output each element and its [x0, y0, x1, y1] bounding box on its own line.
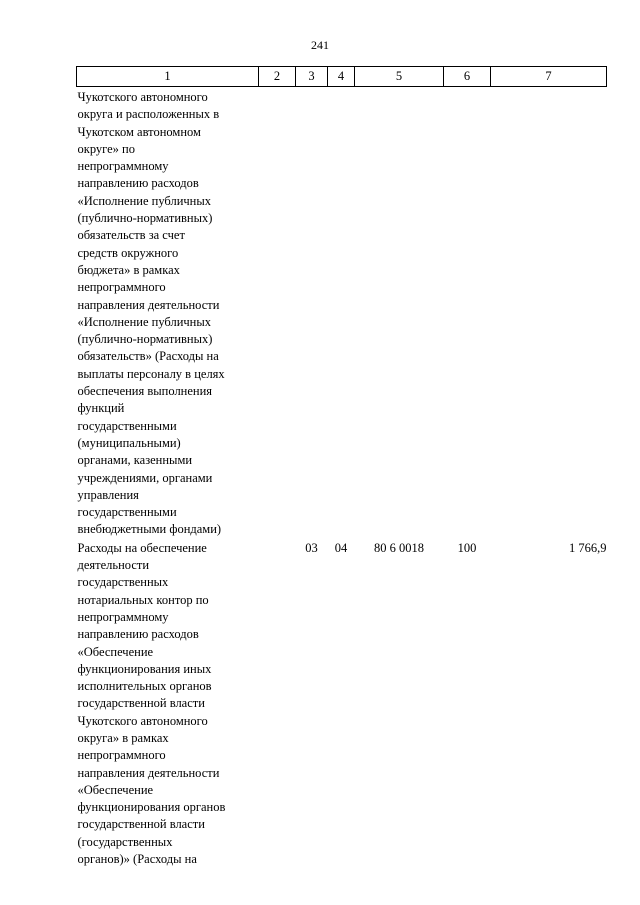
table-body [77, 87, 607, 869]
table-row [77, 539, 607, 869]
row-ministry [259, 539, 296, 869]
row-description: Чукотского автономного округа и расположенных в Чукотском автономном округе» по непрограммному направлению расходов «Исполнение публичных (публично-нормативных) обязательств за счет средств окружного бюджета» в рамках непрограммного направления деятельности «Исполнение публичных (публично-нормативных) обязательств» (Расходы на выплаты персоналу в целях обеспечения выполнения функций государственными (муниципальными) органами, казенными учреждениями, органами управления государственными внебюджетными фондами) [77, 90, 225, 537]
row-amount: 1 766,9 [569, 540, 607, 555]
header-row [77, 67, 607, 87]
row-amount [491, 87, 607, 539]
row-expense-type: 100 [457, 540, 477, 555]
row-target-article [355, 87, 444, 539]
row-expense-type [444, 87, 491, 539]
header-col-6: 6 [444, 67, 491, 87]
row-section [296, 87, 328, 539]
header-col-3: 3 [296, 67, 328, 87]
row-section: 03 [305, 540, 318, 555]
row-subsection [328, 87, 355, 539]
header-col-1: 1 [77, 67, 259, 87]
row-target-article: 80 6 0018 [374, 540, 424, 555]
page-number: 241 [311, 38, 329, 52]
row-subsection: 04 [334, 540, 348, 555]
row-description: Расходы на обеспечение деятельности государственных нотариальных контор по непрограммному направлению расходов «Обеспечение функционирования иных исполнительных органов государственной власти Чукотского автономного округа» в рамках непрограммного направления деятельности «Обеспечение функционирования органов государственной власти (государственных органов)» (Расходы на [77, 540, 226, 867]
header-col-5: 5 [355, 67, 444, 87]
header-col-4: 4 [328, 67, 355, 87]
header-col-2: 2 [259, 67, 296, 87]
header-col-7: 7 [491, 67, 607, 87]
table-row [77, 87, 607, 539]
table-header [77, 67, 607, 87]
row-ministry [259, 87, 296, 539]
budget-table [76, 66, 607, 868]
